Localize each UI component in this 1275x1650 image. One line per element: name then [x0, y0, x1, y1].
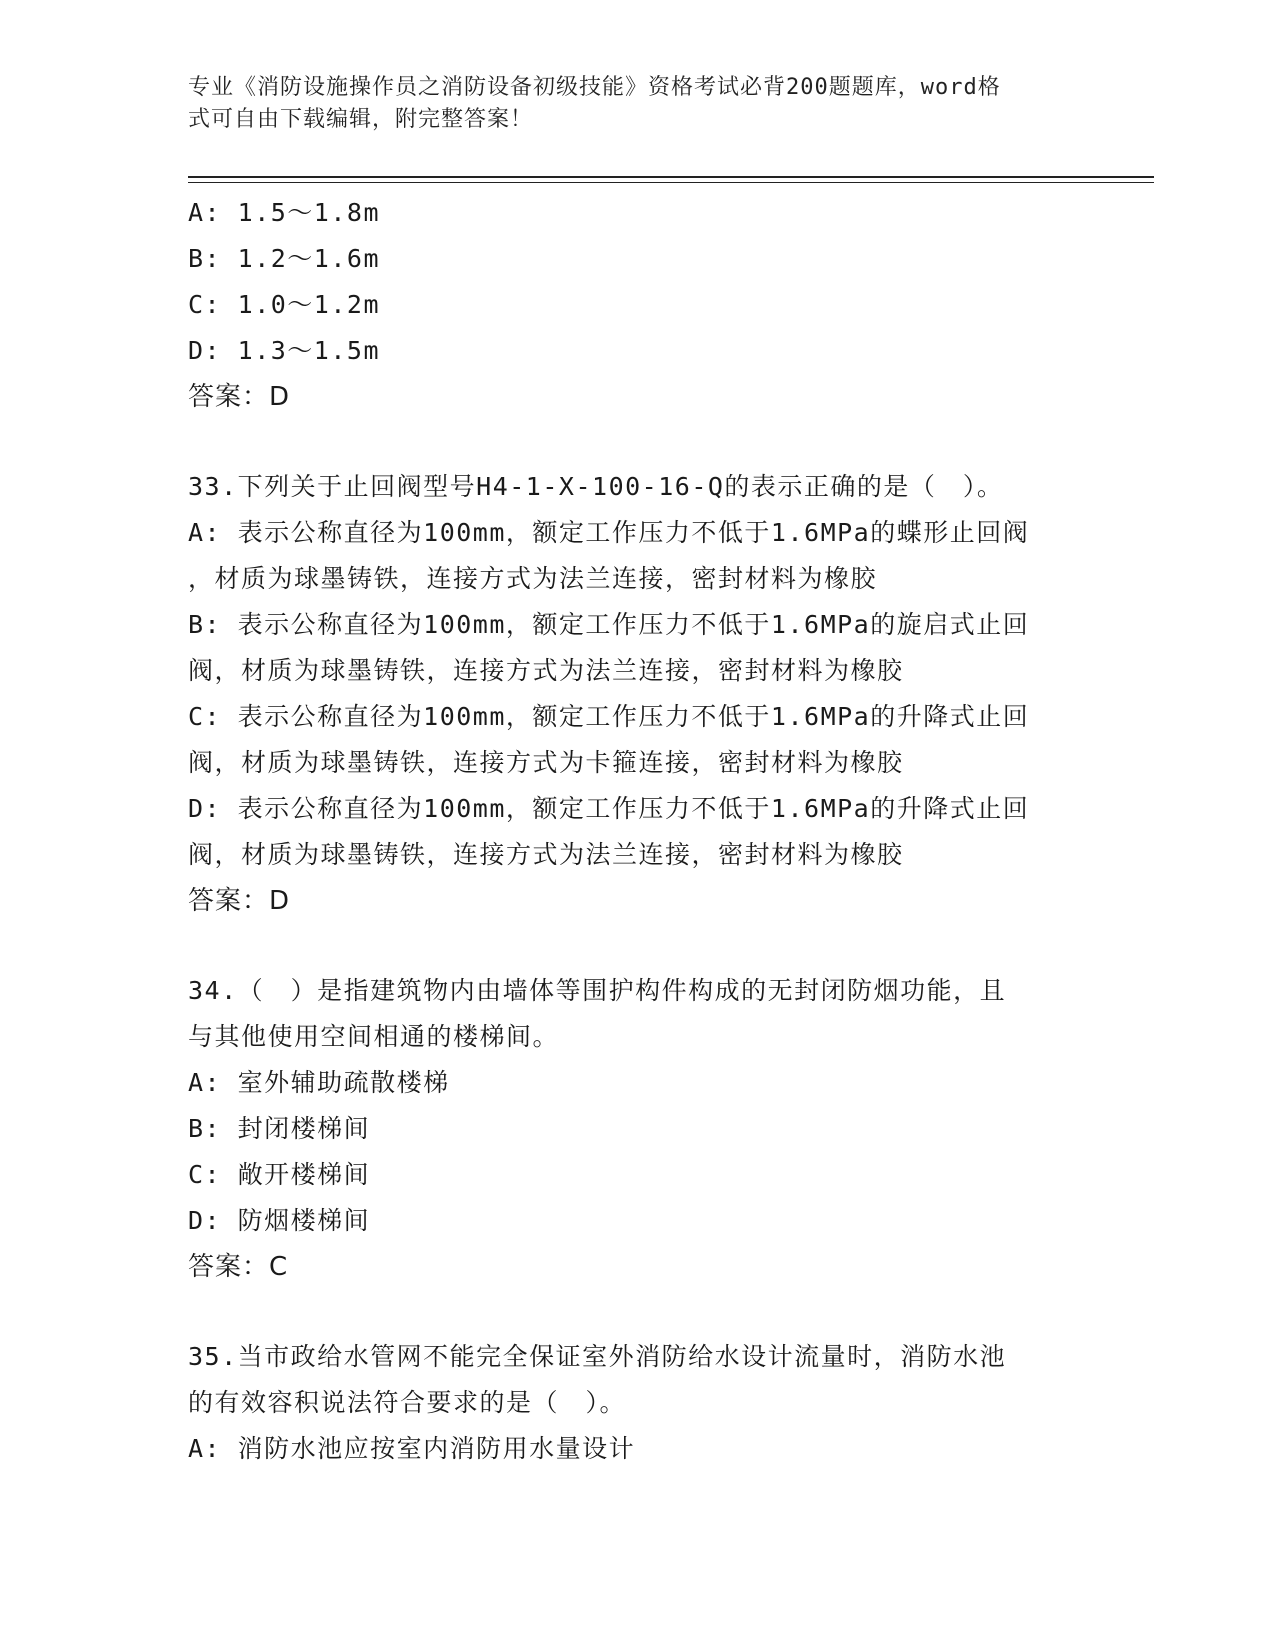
header-rule-thin — [188, 182, 1154, 183]
q32-answer: 答案：D — [188, 382, 291, 412]
q33-option-d-line-2: 阀，材质为球墨铸铁，连接方式为法兰连接，密封材料为橡胶 — [188, 840, 904, 869]
q32-option-b: B: 1.2～1.6m — [188, 244, 381, 273]
header-line-2: 式可自由下载编辑，附完整答案！ — [188, 107, 534, 132]
question-content — [188, 190, 1088, 1472]
q33-option-a-line-1: A: 表示公称直径为100mm，额定工作压力不低于1.6MPa的蝶形止回阀 — [188, 518, 1030, 547]
q33-answer: 答案：D — [188, 886, 291, 916]
q34-option-c: C: 敞开楼梯间 — [188, 1160, 371, 1189]
q32-option-c: C: 1.0～1.2m — [188, 290, 381, 319]
q34-option-d: D: 防烟楼梯间 — [188, 1206, 371, 1235]
q32-option-a: A: 1.5～1.8m — [188, 198, 381, 227]
q33-stem: 33.下列关于止回阀型号H4-1-X-100-16-Q的表示正确的是（ ）。 — [188, 472, 1004, 501]
q34-option-b: B: 封闭楼梯间 — [188, 1114, 371, 1143]
q34-answer: 答案：C — [188, 1252, 289, 1282]
q34-option-a: A: 室外辅助疏散楼梯 — [188, 1068, 450, 1097]
q35-stem-line-2: 的有效容积说法符合要求的是（ ）。 — [188, 1388, 627, 1417]
q32-option-d: D: 1.3～1.5m — [188, 336, 381, 365]
q33-option-c-line-1: C: 表示公称直径为100mm，额定工作压力不低于1.6MPa的升降式止回 — [188, 702, 1030, 731]
page-header — [188, 72, 1068, 136]
question-32-block — [188, 190, 1088, 420]
question-33-block — [188, 464, 1088, 924]
question-34-block — [188, 968, 1088, 1290]
q33-option-d-line-1: D: 表示公称直径为100mm，额定工作压力不低于1.6MPa的升降式止回 — [188, 794, 1030, 823]
header-line-1: 专业《消防设施操作员之消防设备初级技能》资格考试必背200题题库，word格 — [188, 75, 1001, 100]
q33-option-a-line-2: ，材质为球墨铸铁，连接方式为法兰连接，密封材料为橡胶 — [188, 564, 878, 593]
q34-stem-line-2: 与其他使用空间相通的楼梯间。 — [188, 1022, 560, 1051]
header-rule-thick — [188, 176, 1154, 178]
q35-option-a: A: 消防水池应按室内消防用水量设计 — [188, 1434, 636, 1463]
q34-stem-line-1: 34.（ ）是指建筑物内由墙体等围护构件构成的无封闭防烟功能，且 — [188, 976, 1007, 1005]
q33-option-b-line-2: 阀，材质为球墨铸铁，连接方式为法兰连接，密封材料为橡胶 — [188, 656, 904, 685]
q33-option-c-line-2: 阀，材质为球墨铸铁，连接方式为卡箍连接，密封材料为橡胶 — [188, 748, 904, 777]
question-35-block — [188, 1334, 1088, 1472]
q35-stem-line-1: 35.当市政给水管网不能完全保证室外消防给水设计流量时，消防水池 — [188, 1342, 1007, 1371]
q33-option-b-line-1: B: 表示公称直径为100mm，额定工作压力不低于1.6MPa的旋启式止回 — [188, 610, 1030, 639]
